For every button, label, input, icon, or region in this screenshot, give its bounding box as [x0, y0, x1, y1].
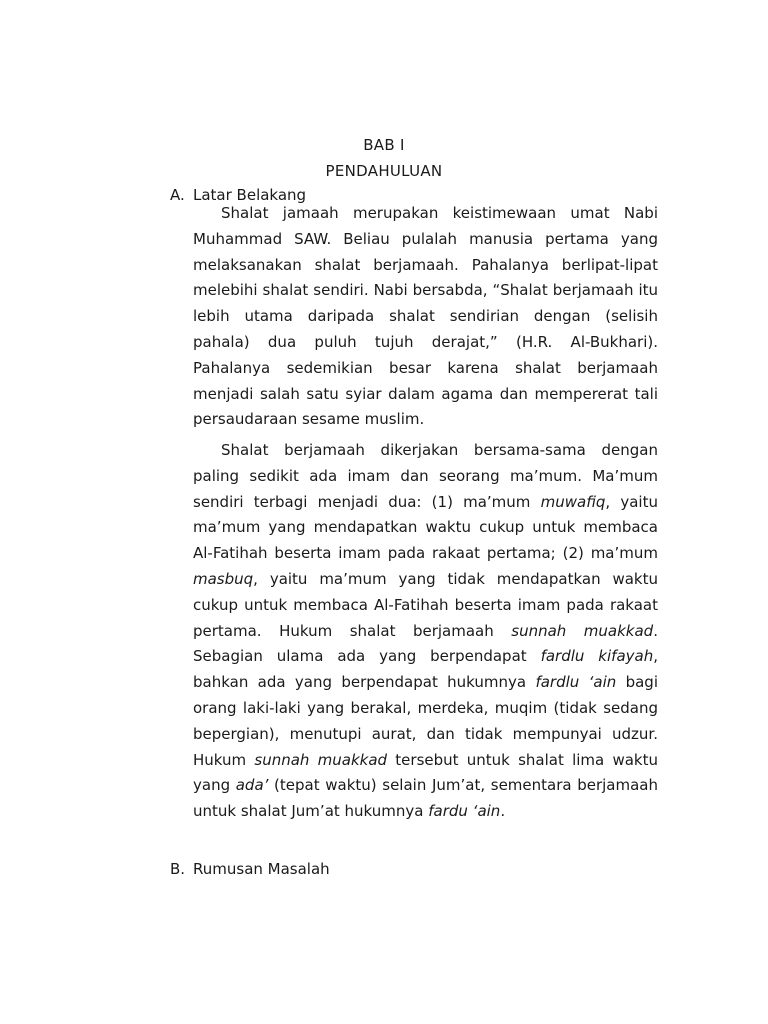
chapter-number: BAB I: [363, 136, 405, 154]
paragraph-text: , yaitu ma’mum yang tidak mendapatkan waktu cukup untuk membaca Al-Fatihah beserta imam pada rakaat pertama. Hukum shalat berjamaah: [193, 569, 658, 640]
paragraph-text: , bahkan ada yang berpendapat hukumnya: [193, 647, 658, 692]
italic-term: fardlu ‘ain: [535, 673, 617, 692]
paragraph-2: [193, 438, 658, 825]
section-label: Latar Belakang: [193, 186, 307, 204]
paragraph-text: bagi orang laki-laki yang berakal, merdeka, muqim (tidak sedang bepergian), menutupi aurat, dan tidak mempunyai udzur. Hukum: [193, 673, 658, 769]
italic-term: fardlu kifayah: [540, 647, 654, 666]
section-letter: A.: [170, 186, 185, 204]
paragraph-text: tersebut untuk shalat lima waktu yang: [193, 750, 658, 795]
italic-term: ada’: [235, 776, 269, 795]
italic-term: masbuq: [193, 569, 254, 588]
paragraph-text: (tepat waktu) selain Jum’at, sementara berjamaah untuk shalat Jum’at hukumnya: [193, 776, 658, 821]
paragraph-text: Shalat berjamaah dikerjakan bersama-sama dengan paling sedikit ada imam dan seorang ma’mum. Ma’mum sendiri terbagi menjadi dua: (1) ma’mum: [193, 441, 658, 511]
paragraph-text: . Sebagian ulama ada yang berpendapat: [193, 621, 658, 666]
paragraph-text: , yaitu ma’mum yang mendapatkan waktu cukup untuk membaca Al-Fatihah beserta imam pada rakaat pertama; (2) ma’mum: [193, 492, 658, 563]
chapter-title: PENDAHULUAN: [325, 162, 443, 180]
italic-term: muwafiq: [540, 492, 606, 511]
section-label: Rumusan Masalah: [193, 860, 330, 878]
italic-term: sunnah muakkad: [511, 621, 654, 640]
italic-term: sunnah muakkad: [254, 750, 388, 769]
paragraph-1: Shalat jamaah merupakan keistimewaan umat Nabi Muhammad SAW. Beliau pulalah manusia pertama yang melaksanakan shalat berjamaah. Pahalanya berlipat-lipat melebihi shalat sendiri. Nabi bersabda, “Shalat berjamaah itu lebih utama daripada shalat sendirian dengan (selisih pahala) dua puluh tujuh derajat,” (H.R. Al-Bukhari). Pahalanya sedemikian besar karena shalat berjamaah menjadi salah satu syiar dalam agama dan mempererat tali persaudaraan sesame muslim.: [193, 204, 658, 429]
paragraph-text: .: [500, 802, 506, 821]
section-heading-b: [170, 860, 330, 878]
section-letter: B.: [170, 860, 186, 878]
italic-term: fardu ‘ain: [428, 802, 501, 821]
